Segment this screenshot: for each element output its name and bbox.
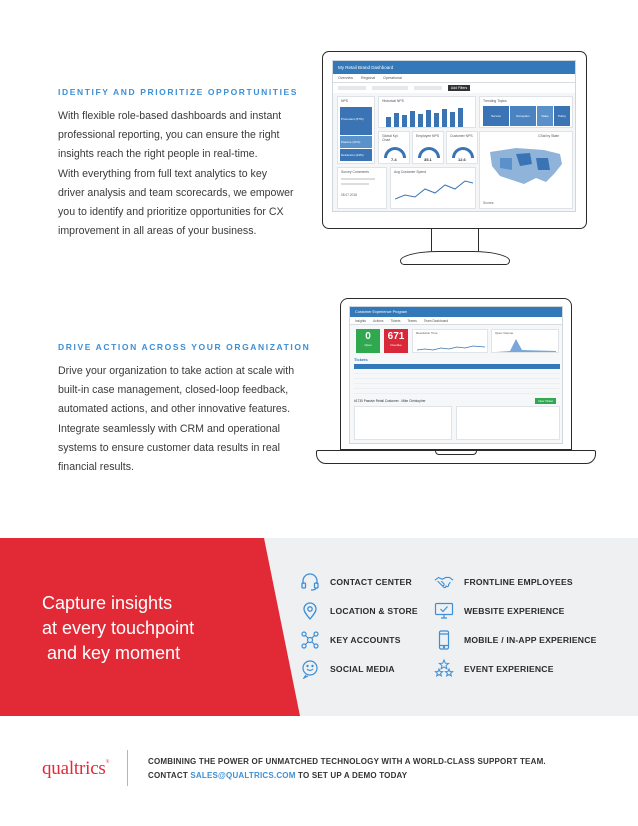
stars-icon	[434, 659, 454, 679]
trending-topics-widget: Trending Topics Service Reception Value Policy	[479, 96, 573, 128]
table-row	[354, 384, 560, 389]
kpi-open-tile: 0 Open	[356, 329, 380, 353]
avg-spend-chart	[395, 177, 473, 207]
monitor-illustration	[322, 51, 587, 229]
laptop-notch	[435, 450, 477, 455]
tickets-label: Tickets	[354, 357, 368, 362]
dashboard-tabs	[333, 74, 575, 83]
nps-widget: NPS Promoters (57%) Passive (21%) Detractors (22%)	[337, 96, 375, 164]
ticket-notes-panel	[456, 406, 560, 440]
monitor-check-icon	[434, 601, 454, 621]
laptop-app-topbar: Customer Experience Program	[350, 307, 562, 317]
monitor-base	[400, 251, 510, 265]
network-users-icon	[300, 630, 320, 650]
dashboard-topbar: My Retail Brand Dashboard	[333, 61, 575, 74]
qualtrics-logo: qualtrics®	[42, 758, 110, 779]
monitor-stand	[431, 229, 479, 251]
us-map-icon	[486, 144, 566, 188]
survey-comments-widget: Survey Comments 08.07.2018	[337, 167, 387, 209]
historical-nps-widget: Historical NPS	[378, 96, 476, 128]
headset-icon	[300, 572, 320, 592]
laptop-illustration	[340, 298, 572, 450]
employee-nps-widget: Employee NPS 35.1	[412, 131, 444, 164]
touchpoint-contact-center: CONTACT CENTER	[300, 572, 412, 592]
tickets-header-row	[354, 364, 560, 369]
ticket-detail-panel	[354, 406, 452, 440]
touchpoint-mobile-app: MOBILE / IN-APP EXPERIENCE	[434, 630, 597, 650]
social-chat-icon	[300, 659, 320, 679]
customer-nps-widget: Customer NPS 12.6	[446, 131, 478, 164]
add-filters-button: Add Filters	[448, 85, 470, 91]
historical-nps-bars	[382, 105, 474, 127]
touchpoint-event-experience: EVENT EXPERIENCE	[434, 659, 554, 679]
section-body-identify: With flexible role-based dashboards and instant professional reporting, you can ensure the right insights reach the right people in real-time. With everything from full text analytics to key driver analysis and team scorecards, we empower you to identify and prioritize opportunities for CX improvement in all areas of your business.	[58, 110, 294, 238]
sales-email-link[interactable]: SALES@QUALTRICS.COM	[190, 771, 296, 780]
handshake-icon	[434, 572, 454, 592]
touchpoint-frontline-employees: FRONTLINE EMPLOYEES	[434, 572, 573, 592]
kpi-overdue-tile: 671 Overdue	[384, 329, 408, 353]
laptop-app-tabs: Insights Actions Tickets Teams Team Dashboard	[350, 317, 562, 325]
dashboard-tab: Regional	[360, 76, 376, 80]
section-heading-drive: DRIVE ACTION ACROSS YOUR ORGANIZATION	[58, 342, 311, 352]
dashboard-filters	[333, 83, 575, 93]
global-kpi-widget: Global Kpi Chart 7.4	[378, 131, 410, 164]
table-row	[354, 379, 560, 384]
section-body-drive: Drive your organization to take action at scale with built-in case management, closed-loop feedback, automated actions, and other innovative features. Integrate seamlessly with CRM and operational systems to ensure customer data results in real financial results.	[58, 365, 295, 474]
mobile-phone-icon	[434, 630, 454, 650]
touchpoints-title: Capture insights at every touchpoint and key moment	[42, 593, 195, 663]
open-volume-widget: Open Volume	[491, 329, 559, 353]
avg-spend-widget: Avg Customer Spend	[390, 167, 476, 209]
touchpoint-social-media: SOCIAL MEDIA	[300, 659, 395, 679]
footer-contact-line: CONTACT SALES@QUALTRICS.COM TO SET UP A DEMO TODAY	[148, 771, 408, 780]
touchpoint-location-store: LOCATION & STORE	[300, 601, 418, 621]
ticket-detail-title: #1730 Passive Retail Customer - Mike Christopher	[354, 399, 426, 403]
table-row	[354, 389, 560, 394]
dashboard-screen	[332, 60, 576, 212]
footer-divider	[127, 750, 128, 786]
touchpoint-website-experience: WEBSITE EXPERIENCE	[434, 601, 565, 621]
touchpoint-key-accounts: KEY ACCOUNTS	[300, 630, 401, 650]
footer-tagline: COMBINING THE POWER OF UNMATCHED TECHNOLOGY WITH A WORLD-CLASS SUPPORT TEAM.	[148, 757, 546, 766]
laptop-screen	[349, 306, 563, 444]
dashboard-tab: Operational	[383, 76, 402, 80]
table-row	[354, 374, 560, 379]
resolution-time-widget: Resolution Time	[412, 329, 488, 353]
dashboard-tab: Overview	[338, 76, 353, 80]
csat-map-widget: CSat by State Scores	[479, 131, 573, 209]
section-heading-identify: IDENTIFY AND PRIORITIZE OPPORTUNITIES	[58, 87, 299, 97]
new-ticket-button: New Ticket	[535, 398, 556, 404]
location-pin-icon	[300, 601, 320, 621]
table-row	[354, 369, 560, 374]
